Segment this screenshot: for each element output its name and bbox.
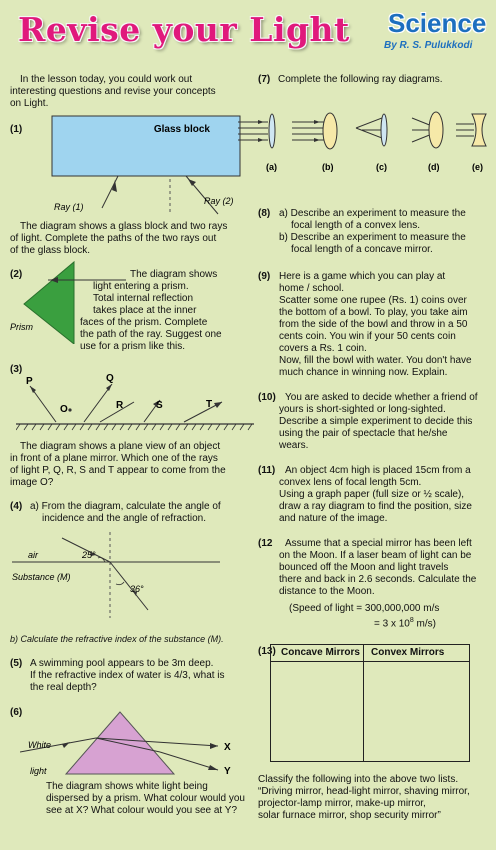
- q12-text-2: on the Moon. If a laser beam of light can be: [279, 550, 472, 561]
- q3-text-3: of light P, Q, R, S and T appear to come from the: [10, 465, 226, 476]
- q11-text-5: and nature of the image.: [279, 513, 388, 524]
- author-byline: By R. S. Pulukkodi: [384, 40, 473, 51]
- diagram-e: [456, 114, 486, 146]
- q8-number: (8): [258, 208, 271, 219]
- label-c: (c): [376, 162, 387, 172]
- q9-number: (9): [258, 271, 271, 282]
- q12-text-4: there and back in 2.6 seconds. Calculate the: [279, 574, 477, 585]
- q5-text-1: A swimming pool appears to be 3m deep.: [30, 658, 214, 669]
- diagram-a: [238, 114, 275, 148]
- exit-ray-x: [156, 742, 218, 746]
- q12-speed-1: (Speed of light = 300,000,000 m/s: [289, 603, 440, 614]
- q6-dispersion-diagram: [20, 708, 240, 778]
- intro-line-1: In the lesson today, you could work out: [20, 74, 193, 85]
- q12-text-5: distance to the Moon.: [279, 586, 375, 597]
- q3-text-1: The diagram shows a plane view of an object: [20, 441, 221, 452]
- q11-text-1: An object 4cm high is placed 15cm from a: [285, 465, 471, 476]
- q6-text-2: dispersed by a prism. What colour would you: [46, 793, 245, 804]
- ray2-label: Ray (2): [204, 196, 234, 206]
- q7-number: (7): [258, 74, 271, 85]
- q7-lens-diagrams: [236, 108, 492, 178]
- q12-text-1: Assume that a special mirror has been left: [285, 538, 472, 549]
- q1-number: (1): [10, 124, 23, 135]
- q9-text-2: home / school.: [279, 283, 345, 294]
- q6-text-1: The diagram shows white light being: [46, 781, 208, 792]
- q1-text-3: of the glass block.: [10, 245, 91, 256]
- y-label: Y: [224, 766, 231, 777]
- q13-text-1: Classify the following into the above two lists.: [258, 774, 459, 785]
- q4-sub-b: b) Calculate the refractive index of the substance (M).: [10, 634, 224, 644]
- q4-refraction-diagram: [8, 528, 228, 622]
- label-a: (a): [266, 162, 277, 172]
- q2-text-6: the path of the ray. Suggest one: [80, 329, 222, 340]
- q13-text-3: projector-lamp mirror, make-up mirror,: [258, 798, 426, 809]
- label-t: T: [206, 399, 213, 410]
- angle-25-label: 25°: [82, 550, 96, 560]
- white-label: White: [28, 740, 52, 750]
- q3-number: (3): [10, 364, 23, 375]
- prism-label: Prism: [10, 322, 33, 332]
- q2-text-2: light entering a prism.: [93, 281, 189, 292]
- q3-text-2: in front of a plane mirror. Which one of the rays: [10, 453, 218, 464]
- label-o: O: [60, 404, 68, 415]
- header-divider: [271, 661, 469, 662]
- q12-number: (12: [258, 538, 273, 549]
- q13-text-4: solar furnace mirror, shop security mirror”: [258, 810, 441, 821]
- diagram-c: [356, 114, 387, 146]
- q9-text-3: Scatter some one rupee (Rs. 1) coins over: [279, 295, 467, 306]
- q4-text-1: a) From the diagram, calculate the angle of: [30, 501, 221, 512]
- glass-block-rect: [52, 116, 240, 176]
- object-point: [68, 408, 71, 411]
- q5-text-2: If the refractive index of water is 4/3, what is: [30, 670, 225, 681]
- q4-text-2: incidence and the angle of refraction.: [42, 513, 206, 524]
- q3-text-4: image O?: [10, 477, 54, 488]
- concave-header: Concave Mirrors: [281, 647, 360, 658]
- light-label: light: [30, 766, 47, 776]
- q9-text-4: the bottom of a bowl. To play, you take aim: [279, 307, 468, 318]
- q11-text-3: Using a graph paper (full size or ½ scale),: [279, 489, 465, 500]
- intro-line-2: interesting questions and revise your concepts: [10, 86, 216, 97]
- q1-glass-block-diagram: [40, 112, 250, 220]
- q2-text-1: The diagram shows: [130, 269, 218, 280]
- q11-number: (11): [258, 465, 276, 476]
- ray2-arrow: [188, 179, 196, 186]
- q5-text-3: the real depth?: [30, 682, 97, 693]
- q9-text-8: Now, fill the bowl with water. You don't have: [279, 355, 472, 366]
- subject-label: Science: [388, 8, 487, 38]
- q9-text-6: cents coin. You win if your 50 cents coin: [279, 331, 456, 342]
- page-title: Revise your Light: [18, 10, 350, 49]
- ray1-line: [102, 176, 118, 208]
- q10-text-5: wears.: [279, 440, 309, 451]
- q9-text-1: Here is a game which you can play at: [279, 271, 446, 282]
- q6-number: (6): [10, 707, 23, 718]
- diagram-d: [412, 112, 443, 148]
- q9-text-7: covers a Rs. 1 coin.: [279, 343, 367, 354]
- intro-line-3: on Light.: [10, 98, 49, 109]
- q11-text-2: convex lens of focal length 5cm.: [279, 477, 422, 488]
- convex-header: Convex Mirrors: [371, 647, 445, 658]
- q9-text-5: from the side of the bowl and throw in a 50: [279, 319, 468, 330]
- substance-label: Substance (M): [12, 572, 71, 582]
- q5-number: (5): [10, 658, 23, 669]
- q11-text-4: draw a ray diagram to find the position, size: [279, 501, 472, 512]
- q8-text-4: focal length of a concave mirror.: [291, 244, 433, 255]
- column-divider: [363, 645, 364, 761]
- label-q: Q: [106, 373, 114, 384]
- q9-text-9: much chance in winning now. Explain.: [279, 367, 448, 378]
- label-s: S: [156, 400, 163, 411]
- angle-36-label: 36°: [130, 584, 144, 594]
- q10-text-4: using the pair of spectacle that he/she: [279, 428, 448, 439]
- q8-text-1: a) Describe an experiment to measure the: [279, 208, 466, 219]
- air-label: air: [28, 550, 39, 560]
- diagram-b: [292, 113, 337, 149]
- mirror-hatching: [16, 424, 252, 430]
- q2-text-5: faces of the prism. Complete: [80, 317, 208, 328]
- label-b: (b): [322, 162, 334, 172]
- q10-text-2: yours is short-sighted or long-sighted.: [279, 404, 446, 415]
- x-label: X: [224, 742, 231, 753]
- q12-text-3: bounced off the Moon and light travels: [279, 562, 449, 573]
- q6-text-3: see at X? What colour would you see at Y?: [46, 805, 238, 816]
- q3-mirror-diagram: [16, 372, 256, 442]
- q8-text-3: b) Describe an experiment to measure the: [279, 232, 466, 243]
- q2-text-3: Total internal reflection: [93, 293, 194, 304]
- q2-text-4: takes place at the inner: [93, 305, 197, 316]
- label-p: P: [26, 376, 33, 387]
- q2-number: (2): [10, 269, 23, 280]
- q1-text-2: of light. Complete the paths of the two rays out: [10, 233, 217, 244]
- ray1-label: Ray (1): [54, 202, 84, 212]
- label-r: R: [116, 400, 124, 411]
- label-e: (e): [472, 162, 483, 172]
- q12-speed-2: = 3 x $10^8$ m/s): [374, 617, 436, 630]
- q10-number: (10): [258, 392, 276, 403]
- q10-text-1: You are asked to decide whether a friend of: [285, 392, 478, 403]
- q2-text-7: use for a prism like this.: [80, 341, 186, 352]
- classification-table: [270, 644, 470, 762]
- q4-number: (4): [10, 501, 23, 512]
- q7-text: Complete the following ray diagrams.: [278, 74, 443, 85]
- q13-number: (13): [258, 646, 276, 657]
- glass-block-label: Glass block: [153, 124, 210, 135]
- q8-text-2: focal length of a convex lens.: [291, 220, 420, 231]
- label-d: (d): [428, 162, 440, 172]
- q13-text-2: “Driving mirror, head-light mirror, shaving mirror,: [258, 786, 470, 797]
- q1-text-1: The diagram shows a glass block and two rays: [20, 221, 228, 232]
- q10-text-3: Describe a simple experiment to decide this: [279, 416, 473, 427]
